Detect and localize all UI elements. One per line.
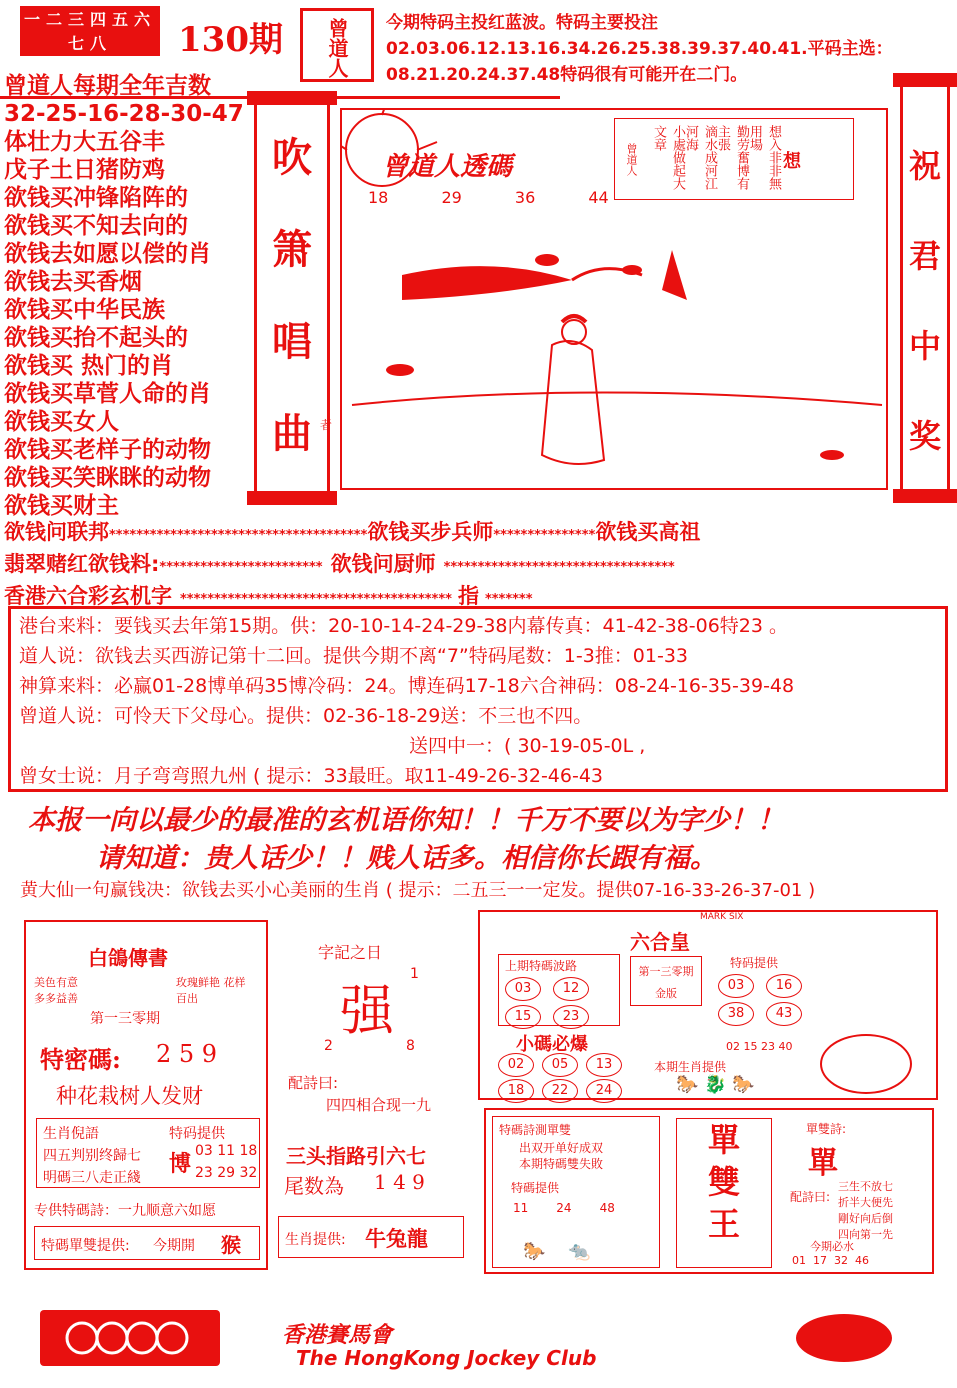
lr-ball: 18 (498, 1079, 534, 1103)
star-line-stars: *************** (493, 528, 596, 543)
lr-ball: 43 (766, 1002, 802, 1026)
lr-ball: 05 (542, 1053, 578, 1077)
lr-ball: 12 (553, 977, 589, 1001)
star-line-a: 香港六合彩玄机字 (4, 584, 172, 608)
star-line-stars: ******* (484, 592, 533, 607)
painting-poem-box (614, 118, 854, 200)
scroll-char: 祝 (908, 147, 941, 185)
painting-number: 44 (588, 188, 609, 207)
left-list-item: 欲钱买 热门的肖 (4, 353, 174, 379)
left-list-item: 32-25-16-28-30-47 (4, 101, 244, 127)
painting-number: 36 (514, 188, 536, 207)
dsp-col: 三生不放七 (838, 1180, 893, 1193)
star-line-b: 指 (457, 584, 479, 608)
lower-left-side-left: 美色有意 多多益善 (34, 976, 78, 1005)
jockey-club-emblem-icon (40, 1310, 220, 1366)
lower-left-phrase: 种花栽树人发财 (56, 1084, 203, 1108)
poem-col: 曾道人 (625, 143, 638, 176)
tm-value: 2 5 9 (156, 1040, 218, 1068)
dsp-col: 四向第一先 (838, 1228, 893, 1241)
scroll-char: 唱 (272, 318, 312, 365)
scroll-rod-bottom (893, 489, 957, 503)
tb-label: 特码提供 (169, 1126, 225, 1142)
sx-box (36, 1118, 260, 1188)
mid-road: 三头指路引六七 (286, 1144, 426, 1168)
huang-line: 黄大仙一句赢钱决：欲钱去买小心美丽的生肖 ( 提示：二五三一一定发。提供07-16-33-26-37-01 ) (20, 880, 816, 901)
lr-tail-nums: 02 15 23 40 (726, 1040, 793, 1053)
ds-title: 特碼詩測單雙 (499, 1123, 572, 1137)
lr-ball: 15 (505, 1005, 541, 1029)
painting-author: 者 (320, 418, 333, 432)
dsp-label: 配詩曰: (790, 1190, 831, 1204)
lower-left-title: 白鴿傳書 (88, 946, 168, 970)
lr-box2-title: 特码提供 (730, 956, 779, 970)
star-line-stars: ************************ (159, 560, 323, 575)
scroll-char: 奖 (908, 417, 941, 455)
rat-icon: 🐀 (568, 1241, 591, 1262)
dsp-title: 單雙詩: (806, 1122, 847, 1136)
header-logo-stamp (20, 6, 160, 56)
left-list-item: 欲钱去买香烟 (4, 269, 142, 295)
dan-animal: 猴 (221, 1233, 241, 1257)
footer-en: The HongKong Jockey Club (296, 1346, 597, 1370)
lr-ball: 16 (766, 974, 802, 998)
lr-box1 (498, 954, 620, 1026)
info-line: 送四中一：( 30-19-05-0L , (409, 735, 646, 757)
lr-seal (820, 1034, 912, 1094)
lr-period-box (630, 956, 702, 1006)
ds-nums (513, 1201, 615, 1215)
sx-line: 明碼三八走正綫 (43, 1170, 141, 1186)
lower-left-side-right: 玫瑰鲜艳 花样百出 (176, 976, 246, 1005)
ds-box (492, 1116, 660, 1268)
big-char: 單 (707, 1121, 740, 1159)
dragon-icon: 🐉 (704, 1074, 727, 1095)
ds-num: 24 (556, 1201, 572, 1215)
scroll-rod-top (247, 91, 337, 105)
mid-title: 字記之日 (318, 943, 383, 962)
lower-mid-panel (274, 930, 474, 1270)
mid-char: 强 (340, 979, 394, 1042)
header-notice: 今期特码主投红蓝波。特码主要投注02.03.06.12.13.16.34.26.25.38.39.37.40.41.平码主选：08.21.20.24.37.48特码很有可能开在二门。 (386, 13, 893, 85)
dsp-must: 今期必水 (810, 1240, 854, 1253)
mid-poem-label: 配詩曰: (288, 1074, 339, 1092)
scroll-char: 吹 (272, 134, 312, 181)
mid-c2: 2 (324, 1038, 333, 1054)
lr-ball: 02 (498, 1053, 534, 1077)
left-list-item: 戊子土日猪防鸡 (4, 157, 165, 183)
painting-title: 曾道人透碼 (382, 152, 513, 182)
lower-left-panel (24, 920, 268, 1270)
horse-icon: 🐎 (732, 1074, 755, 1095)
info-line: 曾女士说：月子弯弯照九州 ( 提示：33最旺。取11-49-26-32-46-43 (19, 765, 604, 787)
ds-poem: 出双开单好成双 (519, 1141, 604, 1155)
left-list-item: 欲钱买女人 (4, 409, 119, 435)
sx-label: 生肖倪語 (43, 1126, 99, 1142)
left-list-item: 欲钱买财主 (4, 493, 119, 519)
bo-char: 博 (169, 1151, 192, 1177)
left-list-item: 体壮力大五谷丰 (4, 129, 165, 155)
dan-value: 今期開 (153, 1238, 195, 1254)
star-lines (4, 518, 954, 614)
ds-poem: 本期特碼雙失敗 (519, 1157, 604, 1171)
info-line: 神算来料：必赢01-28博单码35博冷码：24。博连码17-18六合神码：08-24-16-35-39-48 (19, 675, 795, 697)
lower-right-bottom-panel (484, 1108, 934, 1274)
poem-col: 想入非非無用場 (747, 125, 781, 190)
star-line (4, 518, 954, 550)
scroll-rod-top (893, 73, 957, 87)
logo-text: 一二三四五六七八 (23, 10, 156, 53)
big-box (676, 1118, 772, 1268)
mark-six-label: MARK SIX (700, 912, 744, 922)
mid-sx-label: 生肖提供: (285, 1232, 346, 1248)
mid-sx-box (278, 1216, 464, 1258)
scroll-left (254, 102, 333, 494)
info-box (8, 606, 948, 792)
lower-right-panel (478, 910, 938, 1100)
poem-col: 滴水成河江河海 (683, 125, 717, 190)
lr-ball: 22 (542, 1079, 578, 1103)
star-line-stars: ************************************** (109, 528, 368, 543)
footer-logo-left (40, 1310, 220, 1366)
lr-box2 (712, 954, 812, 1038)
lr-ball: 23 (553, 1005, 589, 1029)
scroll-char: 中 (908, 327, 941, 365)
mid-c8: 8 (406, 1038, 415, 1054)
seal-stamp (300, 8, 374, 82)
dsp-nums: 01 17 32 46 (792, 1254, 869, 1267)
lr-period: 第一三零期 (638, 965, 694, 978)
lr-banner: 六合皇 (630, 930, 690, 954)
lr-kanban: 金版 (655, 987, 677, 1000)
mid-tail: 1 4 9 (374, 1170, 425, 1194)
dsp-col: 折半大便先 (838, 1196, 893, 1209)
left-list (4, 72, 249, 520)
info-line: 曾道人说：可怜天下父母心。提供：02-36-18-29送：不三也不四。 (19, 705, 593, 727)
left-list-item: 欲钱买笑眯眯的动物 (4, 465, 211, 491)
left-list-item: 欲钱买抬不起头的 (4, 325, 188, 351)
star-line-stars: **************************************** (180, 592, 452, 607)
lr-box1-title: 上期特碼波路 (505, 959, 578, 973)
star-line-a: 欲钱问联邦 (4, 520, 109, 544)
lr-ball: 13 (586, 1053, 622, 1077)
dsp-cols (838, 1178, 893, 1242)
ds-num: 11 (513, 1201, 529, 1215)
big-char: 雙 (707, 1163, 740, 1201)
lr-ball: 38 (718, 1002, 754, 1026)
footer-cn: 香港賽馬會 (282, 1322, 393, 1348)
horse-icon: 🐎 (523, 1241, 546, 1262)
star-line-c: 欲钱买高祖 (595, 520, 701, 544)
dsp-col: 剛好向后倒 (838, 1212, 893, 1225)
ds-tm: 特碼提供 (511, 1181, 560, 1195)
dsp-char: 單 (808, 1146, 838, 1181)
star-line-stars: ********************************** (443, 560, 675, 575)
left-list-item: 欲钱买冲锋陷阵的 (4, 185, 188, 211)
slogan: 本报一向以最少的最准的玄机语你知！！千万不要以为字少！！ (28, 805, 784, 836)
star-line-a: 翡翠赌红欲钱料: (4, 552, 160, 576)
scroll-right (900, 84, 950, 492)
lr-ball: 03 (505, 977, 541, 1001)
painting-number: 18 (368, 188, 389, 207)
mid-poem: 四四相合现一九 (326, 1096, 432, 1114)
dan-label: 特碼單雙提供: (41, 1238, 130, 1254)
painting-number: 29 (441, 188, 462, 207)
star-line-b: 欲钱问厨师 (330, 552, 436, 576)
seal-text: 曾道人 (325, 18, 349, 78)
footer-logo-right (796, 1314, 892, 1362)
left-list-item: 欲钱买不知去向的 (4, 213, 188, 239)
ds-num: 48 (599, 1201, 615, 1215)
mid-tail-label: 尾数為 (284, 1174, 344, 1198)
poem-title: 想 (783, 151, 801, 172)
star-line-b: 欲钱买步兵师 (367, 520, 494, 544)
sx-line: 四五判别终歸七 (43, 1148, 141, 1164)
dsp-box (782, 1116, 928, 1268)
lr-zodiac-icons (676, 1074, 755, 1095)
lr-small-title: 小碼必爆 (516, 1034, 588, 1055)
lower-left-period: 第一三零期 (90, 1011, 160, 1027)
poem-col: 小處做起大文章 (651, 125, 685, 190)
left-list-item: 欲钱买老样子的动物 (4, 437, 211, 463)
info-line: 港台来料：要钱买去年第15期。供：20-10-14-24-29-38内幕传真：41-42-38-06特23 。 (19, 615, 789, 637)
special-line: 专供特碼詩：一九顺意六如愿 (34, 1203, 216, 1219)
poem-col: 勤劳奮博有主張 (715, 125, 749, 190)
scroll-char: 曲 (272, 410, 312, 457)
left-list-item: 曾道人每期全年吉数 (4, 73, 211, 99)
left-list-item: 欲钱买中华民族 (4, 297, 165, 323)
lr-ball: 03 (718, 974, 754, 998)
slogan: 请知道：贵人话少！！贱人话多。相信你长跟有福。 (96, 843, 717, 874)
lr-small-nums (494, 1052, 634, 1104)
mid-sx: 牛兔龍 (365, 1226, 428, 1251)
tm-label: 特密碼: (40, 1045, 121, 1074)
info-line: 道人说：欲钱去买西游记第十二回。提供今期不离“7”特码尾数：1-3推：01-33 (19, 645, 689, 667)
tb-nums: 23 29 32 (195, 1165, 258, 1181)
big-char: 王 (707, 1205, 740, 1243)
scroll-char: 君 (908, 237, 941, 275)
scroll-char: 箫 (272, 226, 312, 273)
lr-zodiac-title: 本期生肖提供 (654, 1060, 727, 1074)
mid-c1: 1 (410, 966, 419, 982)
tb-nums: 03 11 18 (195, 1143, 258, 1159)
dan-box (34, 1226, 260, 1260)
ds-icons (523, 1241, 591, 1262)
left-list-item: 欲钱去如愿以偿的肖 (4, 241, 211, 267)
issue-number: 130期 (178, 20, 283, 60)
horse-icon: 🐎 (676, 1074, 699, 1095)
lr-ball: 24 (586, 1079, 622, 1103)
star-line (4, 550, 954, 582)
scroll-rod-bottom (247, 491, 337, 505)
painting-numbers (368, 188, 609, 207)
painting-panel (320, 108, 888, 490)
left-list-item: 欲钱买草菅人命的肖 (4, 381, 211, 407)
